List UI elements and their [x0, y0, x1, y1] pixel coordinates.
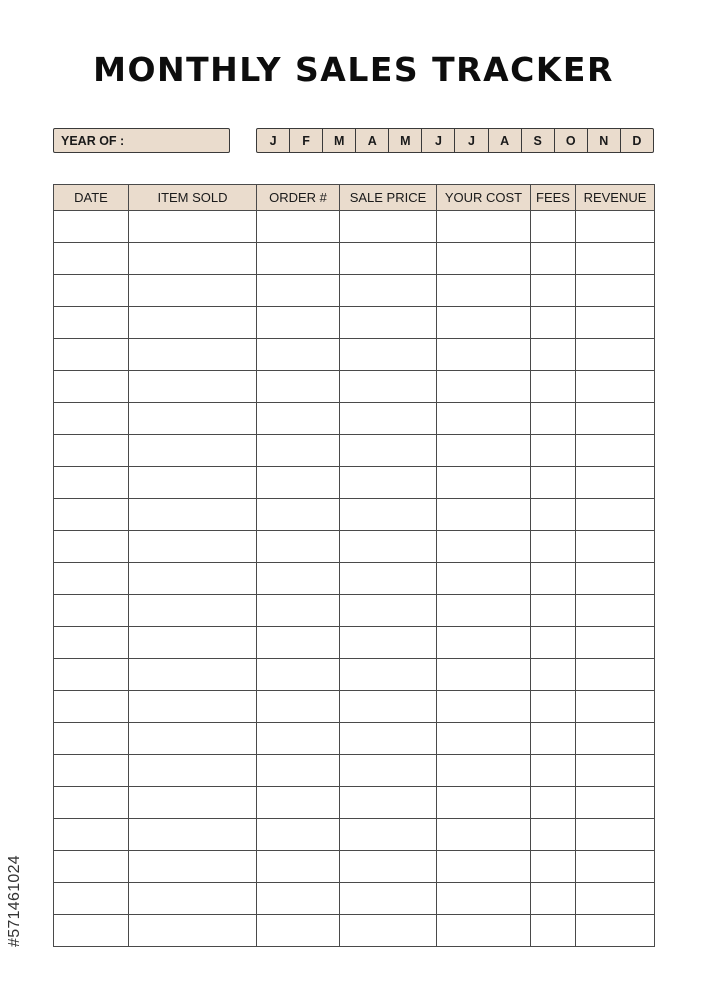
- table-cell-sale-price[interactable]: [340, 339, 437, 371]
- table-row: [54, 659, 655, 691]
- table-cell-order-number[interactable]: [257, 659, 340, 691]
- table-cell-date[interactable]: [54, 819, 129, 851]
- table-cell-fees[interactable]: [531, 243, 576, 275]
- side-code-text: #571461024: [6, 855, 23, 947]
- table-cell-fees[interactable]: [531, 659, 576, 691]
- table-row: [54, 883, 655, 915]
- table-cell-order-number[interactable]: [257, 371, 340, 403]
- month-selector: [256, 128, 654, 153]
- table-cell-fees[interactable]: [531, 595, 576, 627]
- table-cell-sale-price[interactable]: [340, 275, 437, 307]
- table-cell-date[interactable]: [54, 883, 129, 915]
- table-row: [54, 211, 655, 243]
- table-cell-sale-price[interactable]: [340, 627, 437, 659]
- column-header-sale-price: SALE PRICE: [340, 185, 437, 211]
- table-cell-your-cost[interactable]: [437, 659, 531, 691]
- table-cell-item-sold[interactable]: [129, 915, 257, 947]
- table-cell-fees[interactable]: [531, 499, 576, 531]
- table-row: [54, 851, 655, 883]
- table-cell-order-number[interactable]: [257, 435, 340, 467]
- table-cell-your-cost[interactable]: [437, 243, 531, 275]
- table-cell-revenue[interactable]: [576, 371, 655, 403]
- table-cell-item-sold[interactable]: [129, 339, 257, 371]
- table-cell-date[interactable]: [54, 851, 129, 883]
- table-cell-date[interactable]: [54, 307, 129, 339]
- table-cell-date[interactable]: [54, 563, 129, 595]
- table-cell-your-cost[interactable]: [437, 691, 531, 723]
- table-cell-your-cost[interactable]: [437, 851, 531, 883]
- table-cell-order-number[interactable]: [257, 403, 340, 435]
- table-row: [54, 467, 655, 499]
- table-cell-sale-price[interactable]: [340, 467, 437, 499]
- column-header-date: DATE: [54, 185, 129, 211]
- table-row: [54, 787, 655, 819]
- table-cell-revenue[interactable]: [576, 531, 655, 563]
- table-cell-item-sold[interactable]: [129, 243, 257, 275]
- table-cell-date[interactable]: [54, 627, 129, 659]
- table-cell-item-sold[interactable]: [129, 627, 257, 659]
- table-cell-order-number[interactable]: [257, 723, 340, 755]
- table-cell-item-sold[interactable]: [129, 659, 257, 691]
- table-row: [54, 755, 655, 787]
- table-cell-date[interactable]: [54, 659, 129, 691]
- page-title: MONTHLY SALES TRACKER: [93, 50, 614, 89]
- table-cell-item-sold[interactable]: [129, 755, 257, 787]
- table-cell-fees[interactable]: [531, 467, 576, 499]
- table-cell-fees[interactable]: [531, 563, 576, 595]
- table-cell-date[interactable]: [54, 915, 129, 947]
- table-cell-revenue[interactable]: [576, 787, 655, 819]
- table-row: [54, 403, 655, 435]
- table-cell-order-number[interactable]: [257, 307, 340, 339]
- table-cell-date[interactable]: [54, 403, 129, 435]
- month-option[interactable]: A: [489, 129, 522, 152]
- table-cell-item-sold[interactable]: [129, 787, 257, 819]
- table-cell-your-cost[interactable]: [437, 499, 531, 531]
- table-cell-order-number[interactable]: [257, 851, 340, 883]
- table-cell-date[interactable]: [54, 339, 129, 371]
- table-cell-revenue[interactable]: [576, 723, 655, 755]
- table-cell-order-number[interactable]: [257, 595, 340, 627]
- table-cell-your-cost[interactable]: [437, 883, 531, 915]
- table-cell-order-number[interactable]: [257, 787, 340, 819]
- table-cell-order-number[interactable]: [257, 627, 340, 659]
- table-cell-fees[interactable]: [531, 851, 576, 883]
- column-header-your-cost: YOUR COST: [437, 185, 531, 211]
- table-cell-sale-price[interactable]: [340, 723, 437, 755]
- table-cell-order-number[interactable]: [257, 915, 340, 947]
- table-cell-order-number[interactable]: [257, 755, 340, 787]
- table-cell-revenue[interactable]: [576, 627, 655, 659]
- table-cell-item-sold[interactable]: [129, 531, 257, 563]
- table-row: [54, 627, 655, 659]
- table-cell-revenue[interactable]: [576, 755, 655, 787]
- table-cell-fees[interactable]: [531, 883, 576, 915]
- table-cell-date[interactable]: [54, 787, 129, 819]
- table-cell-sale-price[interactable]: [340, 307, 437, 339]
- table-cell-revenue[interactable]: [576, 819, 655, 851]
- table-cell-sale-price[interactable]: [340, 691, 437, 723]
- table-cell-date[interactable]: [54, 723, 129, 755]
- month-option[interactable]: M: [389, 129, 422, 152]
- table-cell-sale-price[interactable]: [340, 595, 437, 627]
- table-cell-fees[interactable]: [531, 723, 576, 755]
- table-cell-order-number[interactable]: [257, 499, 340, 531]
- table-cell-fees[interactable]: [531, 787, 576, 819]
- table-cell-your-cost[interactable]: [437, 627, 531, 659]
- table-cell-order-number[interactable]: [257, 467, 340, 499]
- table-cell-date[interactable]: [54, 691, 129, 723]
- table-cell-revenue[interactable]: [576, 467, 655, 499]
- table-cell-sale-price[interactable]: [340, 883, 437, 915]
- year-of-label: YEAR OF :: [61, 133, 125, 148]
- table-cell-item-sold[interactable]: [129, 435, 257, 467]
- table-cell-your-cost[interactable]: [437, 403, 531, 435]
- table-cell-your-cost[interactable]: [437, 563, 531, 595]
- table-cell-order-number[interactable]: [257, 339, 340, 371]
- table-cell-order-number[interactable]: [257, 531, 340, 563]
- table-cell-revenue[interactable]: [576, 563, 655, 595]
- table-row: [54, 339, 655, 371]
- table-cell-item-sold[interactable]: [129, 723, 257, 755]
- table-cell-sale-price[interactable]: [340, 243, 437, 275]
- table-cell-revenue[interactable]: [576, 339, 655, 371]
- table-row: [54, 595, 655, 627]
- table-cell-your-cost[interactable]: [437, 307, 531, 339]
- table-row: [54, 499, 655, 531]
- table-row: [54, 915, 655, 947]
- table-cell-sale-price[interactable]: [340, 403, 437, 435]
- table-row: [54, 563, 655, 595]
- month-option[interactable]: J: [422, 129, 455, 152]
- table-body: [54, 211, 655, 947]
- table-cell-sale-price[interactable]: [340, 819, 437, 851]
- table-header-row: [54, 185, 655, 211]
- table-cell-item-sold[interactable]: [129, 307, 257, 339]
- table-cell-sale-price[interactable]: [340, 915, 437, 947]
- table-cell-item-sold[interactable]: [129, 691, 257, 723]
- column-header-item-sold: ITEM SOLD: [129, 185, 257, 211]
- table-cell-item-sold[interactable]: [129, 819, 257, 851]
- table-cell-your-cost[interactable]: [437, 531, 531, 563]
- table-cell-sale-price[interactable]: [340, 371, 437, 403]
- column-header-order-number: ORDER #: [257, 185, 340, 211]
- table-cell-fees[interactable]: [531, 819, 576, 851]
- table-cell-your-cost[interactable]: [437, 275, 531, 307]
- table-row: [54, 435, 655, 467]
- table-cell-date[interactable]: [54, 275, 129, 307]
- table-row: [54, 243, 655, 275]
- table-cell-your-cost[interactable]: [437, 787, 531, 819]
- month-option[interactable]: S: [522, 129, 555, 152]
- table-row: [54, 371, 655, 403]
- month-option[interactable]: D: [632, 133, 642, 148]
- table-cell-date[interactable]: [54, 243, 129, 275]
- table-cell-item-sold[interactable]: [129, 403, 257, 435]
- table-row: [54, 275, 655, 307]
- table-row: [54, 723, 655, 755]
- table-cell-sale-price[interactable]: [340, 787, 437, 819]
- table-cell-fees[interactable]: [531, 531, 576, 563]
- table-cell-order-number[interactable]: [257, 211, 340, 243]
- table-cell-date[interactable]: [54, 435, 129, 467]
- table-cell-your-cost[interactable]: [437, 211, 531, 243]
- table-cell-revenue[interactable]: [576, 691, 655, 723]
- month-option[interactable]: M: [323, 129, 356, 152]
- month-option[interactable]: O: [555, 129, 588, 152]
- month-option[interactable]: F: [290, 129, 323, 152]
- table-cell-sale-price[interactable]: [340, 211, 437, 243]
- table-cell-your-cost[interactable]: [437, 467, 531, 499]
- table-cell-your-cost[interactable]: [437, 435, 531, 467]
- table-cell-revenue[interactable]: [576, 595, 655, 627]
- table-cell-sale-price[interactable]: [340, 851, 437, 883]
- table-cell-revenue[interactable]: [576, 275, 655, 307]
- table-cell-your-cost[interactable]: [437, 819, 531, 851]
- table-cell-revenue[interactable]: [576, 307, 655, 339]
- table-row: [54, 691, 655, 723]
- table-cell-revenue[interactable]: [576, 499, 655, 531]
- column-header-fees: FEES: [531, 185, 576, 211]
- year-of-field[interactable]: [53, 128, 230, 153]
- table-cell-revenue[interactable]: [576, 883, 655, 915]
- table-cell-item-sold[interactable]: [129, 563, 257, 595]
- month-option[interactable]: J: [257, 129, 290, 152]
- table-cell-fees[interactable]: [531, 307, 576, 339]
- table-cell-sale-price[interactable]: [340, 531, 437, 563]
- sales-table: [53, 184, 655, 947]
- table-cell-item-sold[interactable]: [129, 371, 257, 403]
- table-row: [54, 307, 655, 339]
- table-cell-item-sold[interactable]: [129, 595, 257, 627]
- table-cell-revenue[interactable]: [576, 659, 655, 691]
- table-cell-date[interactable]: [54, 595, 129, 627]
- table-cell-fees[interactable]: [531, 371, 576, 403]
- table-cell-sale-price[interactable]: [340, 499, 437, 531]
- table-cell-fees[interactable]: [531, 755, 576, 787]
- table-cell-revenue[interactable]: [576, 435, 655, 467]
- table-cell-revenue[interactable]: [576, 403, 655, 435]
- table-cell-your-cost[interactable]: [437, 755, 531, 787]
- table-cell-your-cost[interactable]: [437, 595, 531, 627]
- table-cell-fees[interactable]: [531, 211, 576, 243]
- table-cell-fees[interactable]: [531, 691, 576, 723]
- table-cell-fees[interactable]: [531, 627, 576, 659]
- table-cell-order-number[interactable]: [257, 819, 340, 851]
- table-cell-date[interactable]: [54, 755, 129, 787]
- table-cell-fees[interactable]: [531, 915, 576, 947]
- month-option[interactable]: A: [356, 129, 389, 152]
- table-cell-your-cost[interactable]: [437, 371, 531, 403]
- table-cell-date[interactable]: [54, 211, 129, 243]
- table-cell-date[interactable]: [54, 371, 129, 403]
- table-cell-your-cost[interactable]: [437, 339, 531, 371]
- table-cell-sale-price[interactable]: [340, 755, 437, 787]
- table-cell-fees[interactable]: [531, 435, 576, 467]
- table-cell-order-number[interactable]: [257, 243, 340, 275]
- table-cell-revenue[interactable]: [576, 211, 655, 243]
- table-cell-fees[interactable]: [531, 275, 576, 307]
- table-cell-item-sold[interactable]: [129, 275, 257, 307]
- table-cell-order-number[interactable]: [257, 563, 340, 595]
- table-cell-item-sold[interactable]: [129, 499, 257, 531]
- table-cell-item-sold[interactable]: [129, 851, 257, 883]
- table-cell-order-number[interactable]: [257, 883, 340, 915]
- table-cell-order-number[interactable]: [257, 691, 340, 723]
- table-cell-sale-price[interactable]: [340, 563, 437, 595]
- table-row: [54, 531, 655, 563]
- table-row: [54, 819, 655, 851]
- table-cell-item-sold[interactable]: [129, 883, 257, 915]
- month-option[interactable]: N: [588, 129, 621, 152]
- table-cell-date[interactable]: [54, 467, 129, 499]
- table-cell-fees[interactable]: [531, 403, 576, 435]
- table-cell-fees[interactable]: [531, 339, 576, 371]
- table-cell-revenue[interactable]: [576, 243, 655, 275]
- table-cell-revenue[interactable]: [576, 851, 655, 883]
- month-option[interactable]: J: [455, 129, 488, 152]
- table-cell-order-number[interactable]: [257, 275, 340, 307]
- column-header-revenue: REVENUE: [576, 185, 655, 211]
- table-cell-date[interactable]: [54, 531, 129, 563]
- table-cell-your-cost[interactable]: [437, 915, 531, 947]
- table-cell-sale-price[interactable]: [340, 659, 437, 691]
- table-cell-date[interactable]: [54, 499, 129, 531]
- table-cell-your-cost[interactable]: [437, 723, 531, 755]
- table-cell-sale-price[interactable]: [340, 435, 437, 467]
- table-cell-item-sold[interactable]: [129, 467, 257, 499]
- table-cell-revenue[interactable]: [576, 915, 655, 947]
- table-cell-item-sold[interactable]: [129, 211, 257, 243]
